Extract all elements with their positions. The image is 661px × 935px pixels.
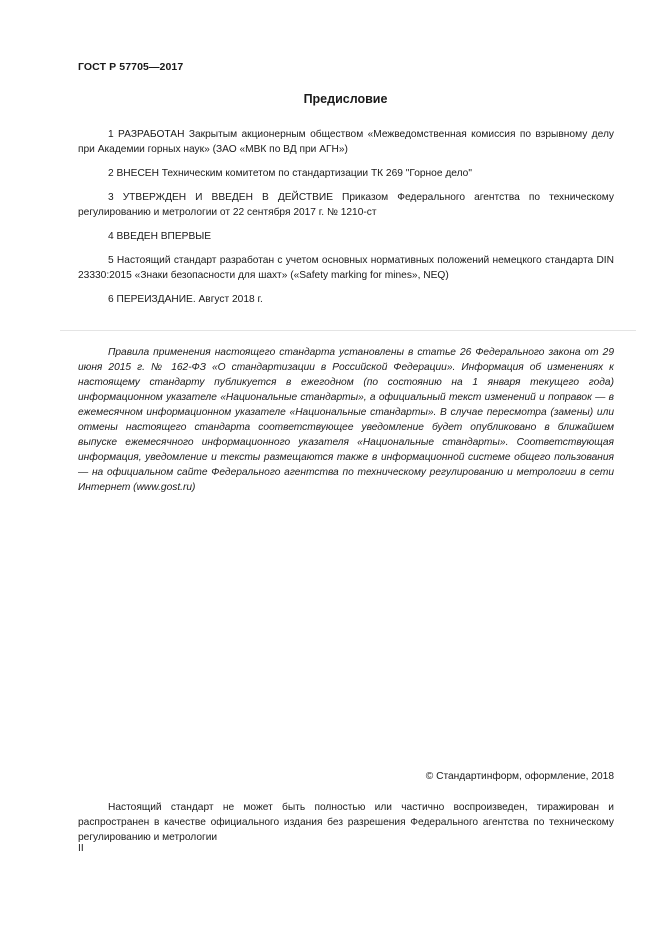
page-number: II: [78, 843, 84, 854]
copyright-line: © Стандартинформ, оформление, 2018: [425, 771, 614, 782]
foreword-item-1: 1 РАЗРАБОТАН Закрытым акционерным обществом «Межведомственная комиссия по взрывному делу при Академии горных наук» (ЗАО «МВК по ВД при АГН»): [78, 129, 614, 155]
standard-application-notice: Правила применения настоящего стандарта установлены в статье 26 Федерального закона от 29 июня 2015 г. № 162-ФЗ «О стандартизации в Российской Федерации». Информация об изменениях к настоящему стандарту публикуется в ежегодном (по состоянию на 1 января текущего года) информационном указателе «Национальные стандарты», а официальный текст изменений и поправок — в ежемесячном информационном указателе «Национальные стандарты». В случае пересмотра (замены) или отмены настоящего стандарта соответствующее уведомление будет опубликовано в ближайшем выпуске ежемесячного информационного указателя «Национальные стандарты». Соответствующая информация, уведомление и тексты размещаются также в информационной системе общего пользования — на официальном сайте Федерального агентства по техническому регулированию и метрологии в сети Интернет (www.gost.ru): [78, 347, 614, 493]
notice-divider: [60, 330, 636, 331]
reprint-restriction-notice: Настоящий стандарт не может быть полностью или частично воспроизведен, тиражирован и распространен в качестве официального издания без разрешения Федерального агентства по техническому регулированию и метрологии: [78, 802, 614, 843]
foreword-item-6: 6 ПЕРЕИЗДАНИЕ. Август 2018 г.: [108, 294, 263, 305]
foreword-item-3: 3 УТВЕРЖДЕН И ВВЕДЕН В ДЕЙСТВИЕ Приказом Федерального агентства по техническому регулированию и метрологии от 22 сентября 2017 г. № 1210-ст: [78, 192, 614, 218]
foreword-items: [78, 127, 614, 316]
foreword-item-5: 5 Настоящий стандарт разработан с учетом основных нормативных положений немецкого стандарта DIN 23330:2015 «Знаки безопасности для шахт» («Safety marking for mines», NEQ): [78, 255, 614, 281]
document-id-header: ГОСТ Р 57705—2017: [78, 61, 184, 73]
page-title: Предисловие: [303, 92, 388, 106]
foreword-item-4: 4 ВВЕДЕН ВПЕРВЫЕ: [108, 231, 212, 242]
foreword-item-2: 2 ВНЕСЕН Техническим комитетом по стандартизации ТК 269 "Горное дело": [108, 168, 472, 179]
